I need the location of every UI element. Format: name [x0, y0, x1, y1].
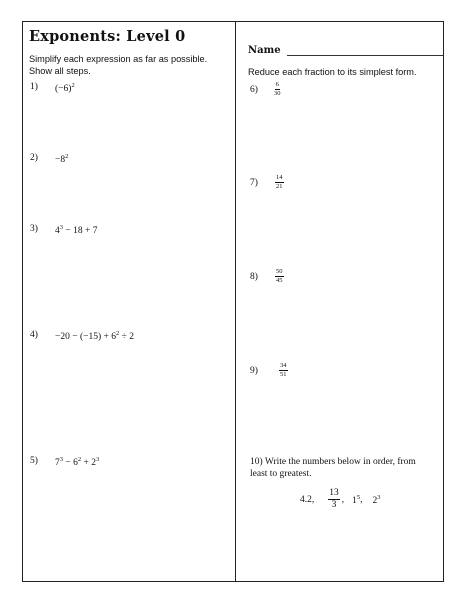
order-separator: , [360, 494, 363, 505]
problem-4-expression: $-20 - (-15) + 6^2 \div 2$ [55, 330, 134, 342]
order-item-power-one: $1^5$ [352, 493, 361, 506]
problem-3-expression: $4^3 - 18 + 7$ [55, 224, 98, 236]
problem-7-fraction: $\frac{14}{21}$ [276, 174, 283, 190]
problem-10-text [250, 456, 430, 480]
problem-7-number: 7) [250, 178, 258, 188]
problem-1-expression: $(-6)^2$ [55, 82, 75, 94]
problem-10-instructions: Write the numbers below in order, from least to greatest. [250, 457, 416, 479]
order-item-power-two: $2^3$ [372, 493, 381, 506]
problem-2-number: 2) [30, 153, 38, 163]
problem-8-number: 8) [250, 272, 258, 282]
right-instructions: Reduce each fraction to its simplest form. [248, 67, 417, 77]
problem-2-expression: $-8^2$ [55, 153, 69, 165]
column-divider [235, 21, 236, 582]
problem-10-number: 10) [250, 457, 263, 467]
problem-6-number: 6) [250, 85, 258, 95]
name-label: Name [248, 45, 281, 56]
problem-9-number: 9) [250, 366, 258, 376]
problem-1-number: 1) [30, 82, 38, 92]
name-field[interactable] [248, 45, 443, 56]
worksheet-frame [22, 21, 444, 582]
problem-5-expression: $7^3 - 6^2 + 2^3$ [55, 456, 100, 468]
order-item-fraction: 13 3 [329, 488, 339, 510]
problem-4-number: 4) [30, 330, 38, 340]
worksheet-title: Exponents: Level 0 [29, 28, 186, 45]
problem-6-fraction: $\frac{6}{30}$ [274, 81, 281, 97]
order-item-decimal: 4.2, [300, 494, 315, 505]
problem-9-fraction: $\frac{34}{51}$ [280, 362, 287, 378]
problem-8-fraction: $\frac{50}{45}$ [276, 268, 283, 284]
order-separator: , [341, 494, 345, 505]
ordering-numbers [300, 488, 381, 511]
left-instructions: Simplify each expression as far as possible. Show all steps. [29, 54, 208, 76]
problem-5-number: 5) [30, 456, 38, 466]
name-line[interactable] [287, 46, 443, 56]
problem-3-number: 3) [30, 224, 38, 234]
